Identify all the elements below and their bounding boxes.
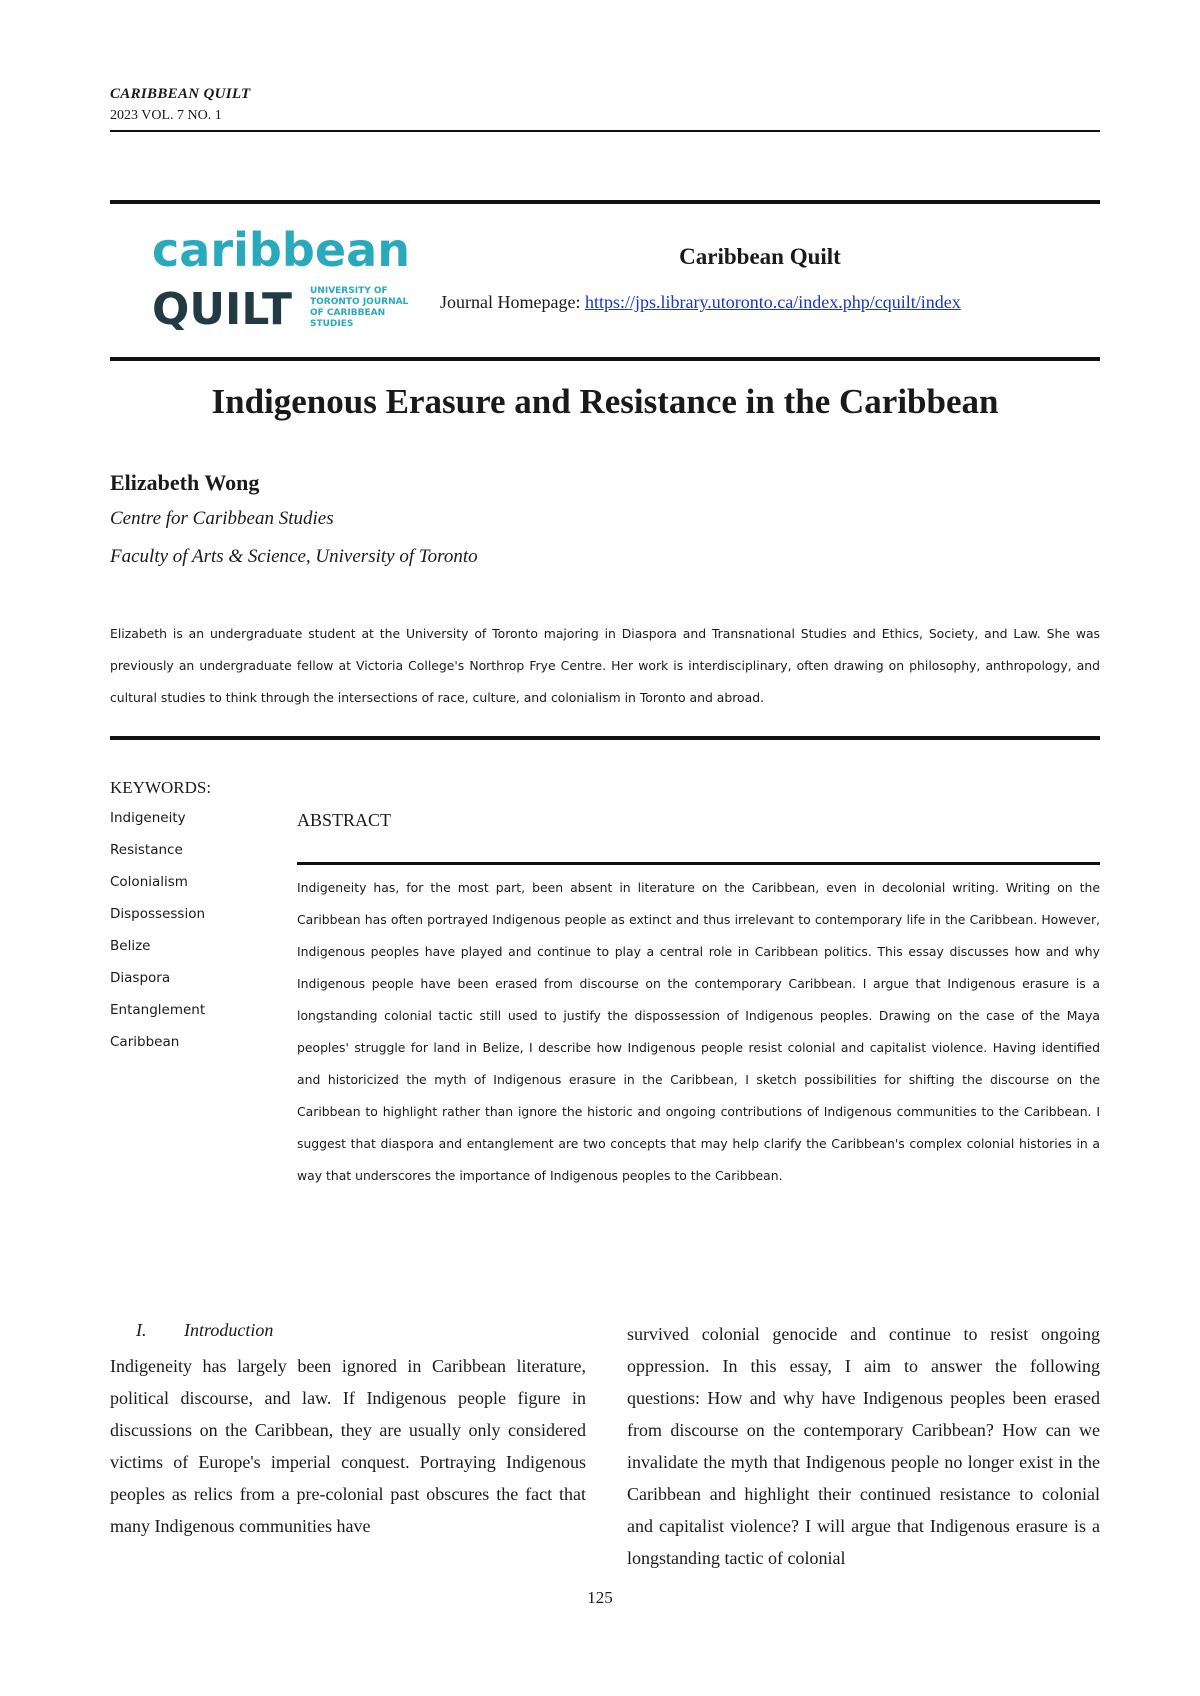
- keyword-item: Diaspora: [110, 970, 171, 986]
- logo-subtitle-line: OF CARIBBEAN: [310, 308, 386, 318]
- page-number: 125: [587, 1588, 613, 1607]
- section-number: I.: [136, 1320, 147, 1340]
- logo-subtitle-line: UNIVERSITY OF: [310, 286, 388, 296]
- body-left-column: Indigeneity has largely been ignored in Caribbean literature, political discourse, and law. If Indigenous people figure in discussions on the Caribbean, they are usually only considered victims of Europe's imperial conquest. Portraying Indigenous peoples as relics from a pre-colonial past obscures the fact that many Indigenous communities have: [110, 1356, 586, 1536]
- running-issue-info: 2023 VOL. 7 NO. 1: [110, 108, 222, 123]
- keyword-item: Dispossession: [110, 906, 206, 922]
- logo-subtitle-line: TORONTO JOURNAL: [310, 297, 409, 307]
- section-heading: [136, 1320, 273, 1341]
- logo-subtitle-line: STUDIES: [310, 319, 354, 329]
- abstract-rule: [297, 862, 1100, 865]
- logo-subtitle: [310, 286, 409, 329]
- keyword-item: Caribbean: [110, 1034, 180, 1050]
- keyword-item: Belize: [110, 938, 151, 954]
- logo-word-top: caribbean: [152, 226, 410, 277]
- section-title: Introduction: [184, 1320, 274, 1340]
- author-affiliation: Centre for Caribbean Studies: [110, 508, 334, 529]
- logo-word-bottom: QUILT: [152, 284, 292, 330]
- keyword-item: Resistance: [110, 842, 183, 858]
- keywords-list: [110, 808, 205, 1064]
- keyword-item: Indigeneity: [110, 810, 186, 826]
- author-affiliation: Faculty of Arts & Science, University of Toronto: [110, 546, 478, 567]
- header-divider: [110, 130, 1100, 132]
- homepage-link[interactable]: https://jps.library.utoronto.ca/index.php/cquilt/index: [584, 292, 961, 312]
- article-title: Indigenous Erasure and Resistance in the Caribbean: [211, 382, 999, 421]
- homepage-label: Journal Homepage:: [440, 292, 585, 312]
- journal-logo: [152, 226, 414, 330]
- abstract-heading: ABSTRACT: [297, 810, 392, 830]
- keyword-item: Entanglement: [110, 1002, 206, 1018]
- author-name: Elizabeth Wong: [110, 470, 260, 495]
- bio-divider: [110, 736, 1100, 740]
- keyword-item: Colonialism: [110, 874, 188, 890]
- journal-name: Caribbean Quilt: [679, 244, 841, 269]
- author-bio: Elizabeth is an undergraduate student at the University of Toronto majoring in Diaspora and Transnational Studies and Ethics, Society, and Law. She was previously an undergraduate fellow at Victoria College's Northrop Frye Centre. Her work is interdisciplinary, often drawing on philosophy, anthropology, and cultural studies to think through the intersections of race, culture, and colonialism in Toronto and abroad.: [110, 626, 1100, 705]
- running-journal-title: CARIBBEAN QUILT: [110, 86, 251, 102]
- journal-homepage: [440, 292, 961, 313]
- abstract-text: Indigeneity has, for the most part, been absent in literature on the Caribbean, even in decolonial writing. Writing on the Caribbean has often portrayed Indigenous people as extinct and thus irrelevant to contemporary life in the Caribbean. However, Indigenous peoples have played and continue to play a central role in Caribbean politics. This essay discusses how and why Indigenous people have been erased from discourse on the contemporary Caribbean. I argue that Indigenous erasure is a longstanding colonial tactic still used to justify the dispossession of Indigenous peoples. Drawing on the case of the Maya peoples' struggle for land in Belize, I describe how Indigenous people resist colonial and capitalist violence. Having identified and historicized the myth of Indigenous erasure in the Caribbean, I sketch possibilities for shifting the discourse on the Caribbean to highlight rather than ignore the historic and ongoing contributions of Indigenous communities to the Caribbean. I suggest that diaspora and entanglement are two concepts that may help clarify the Caribbean's complex colonial histories in a way that underscores the importance of Indigenous peoples to the Caribbean.: [297, 880, 1100, 1183]
- banner-bottom-rule: [110, 357, 1100, 361]
- body-right-column: survived colonial genocide and continue to resist ongoing oppression. In this essay, I aim to answer the following questions: How and why have Indigenous peoples been erased from discourse on the contemporary Caribbean? How can we invalidate the myth that Indigenous people no longer exist in the Caribbean and highlight their continued resistance to colonial and capitalist violence? I will argue that Indigenous erasure is a longstanding tactic of colonial: [627, 1324, 1100, 1568]
- banner-top-rule: [110, 200, 1100, 204]
- keywords-heading: KEYWORDS:: [110, 778, 212, 797]
